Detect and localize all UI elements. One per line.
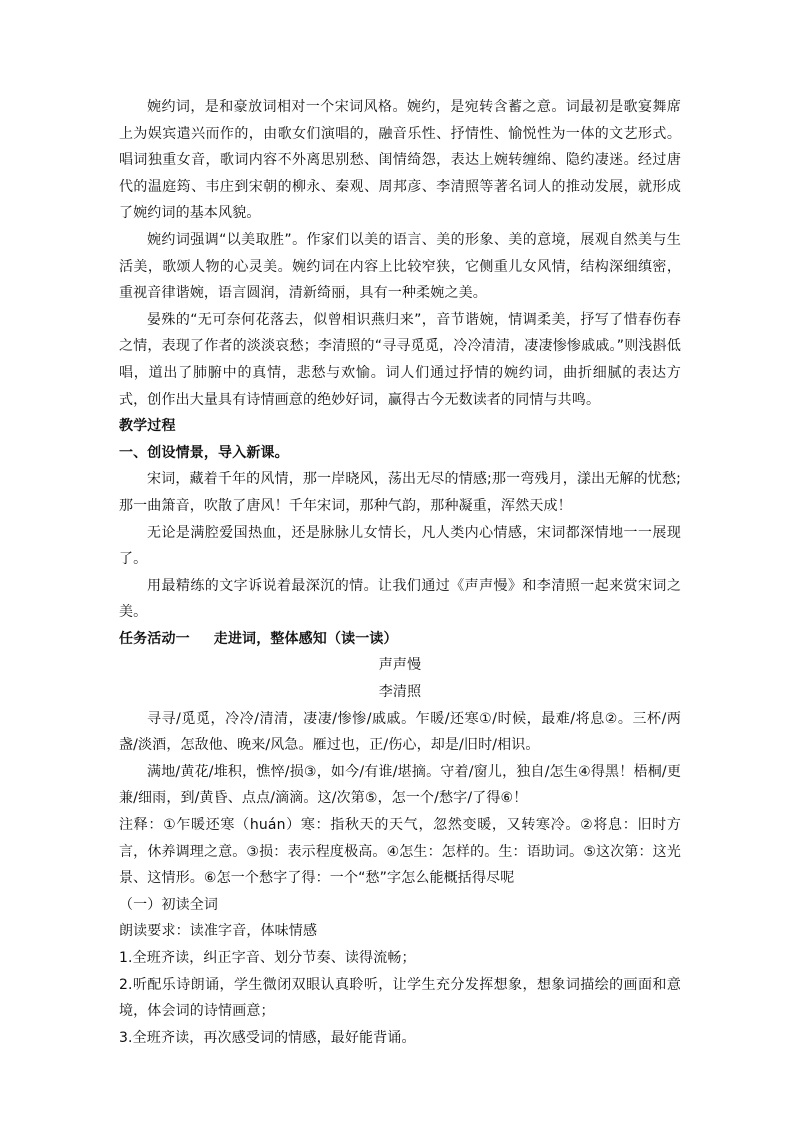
poem-stanza-2: 满地/黄花/堆积，憔悴/损③，如今/有谁/堪摘。守着/窗儿，独自/怎生④得黑！梧桐/更兼/细雨，到/黄昏、点点/滴滴。这/次第⑤，怎一个/愁字/了得⑥！: [119, 763, 681, 807]
poem-stanza-1: 寻寻/觅觅，冷冷/清清，凄凄/惨惨/戚戚。乍暖/还寒①/时候，最难/将息②。三杯/两盏/淡酒，怎敌他、晚来/风急。雁过也，正/伤心，却是/旧时/相识。: [119, 710, 681, 754]
section1-paragraph-3: 用最精练的文字诉说着最深沉的情。让我们通过《声声慢》和李清照一起来赏宋词之美。: [119, 577, 681, 621]
process-heading: 教学过程: [119, 418, 176, 435]
reading-item-1: 1.全班齐读，纠正字音、划分节奏、读得流畅；: [119, 950, 416, 966]
section1-heading: 一、创设情景，导入新课。: [119, 444, 289, 461]
poem-title: 声声慢: [378, 657, 422, 674]
task1-label: 任务活动一: [119, 630, 190, 647]
section1-paragraph-1: 宋词，藏着千年的风情，那一岸晓风，荡出无尽的情感;那一弯残月，漾出无解的忧愁;那一曲箫音，吹散了唐风！千年宋词，那种气韵，那种凝重，浑然天成！: [119, 471, 681, 514]
section1-paragraph-2: 无论是满腔爱国热血，还是脉脉儿女情长，凡人类内心情感，宋词都深情地一一展现了。: [119, 524, 681, 568]
reading-item-2: 2.听配乐诗朗诵，学生微闭双眼认真聆听，让学生充分发挥想象，想象词描绘的画面和意境，体会词的诗情画意；: [119, 976, 681, 1020]
reading-heading: （一）初读全词: [119, 896, 219, 913]
document-page: [119, 94, 681, 1051]
task1-title: 走进词，整体感知（读一读）: [213, 630, 398, 647]
poem-author: 李清照: [378, 684, 422, 701]
intro-paragraph-1: 婉约词，是和豪放词相对一个宋词风格。婉约，是宛转含蓄之意。词最初是歌宴舞席上为娱宾遣兴而作的，由歌女们演唱的，融音乐性、抒情性、愉悦性为一体的文艺形式。唱词独重女音，歌词内容不外离思别愁、闺情绮怨，表达上婉转缠绵、隐约凄迷。经过唐代的温庭筠、韦庄到宋朝的柳永、秦观、周邦彦、李清照等著名词人的推动发展，就形成了婉约词的基本风貌。: [119, 99, 681, 222]
intro-paragraph-3: 晏殊的“无可奈何花落去，似曾相识燕归来”，音节谐婉，情调柔美，抒写了惜春伤春之情，表现了作者的淡淡哀愁；李清照的“寻寻觅觅，冷冷清清，凄凄惨惨戚戚。”则浅斟低唱，道出了肺腑中的真情，悲愁与欢愉。词人们通过抒情的婉约词，曲折细腻的表达方式，创作出大量具有诗情画意的绝妙好词，赢得古今无数读者的同情与共鸣。: [119, 311, 681, 408]
reading-requirement: 朗读要求：读准字音，体味情感: [119, 923, 318, 940]
poem-notes: 注释：①乍暖还寒（huán）寒：指秋天的天气，忽然变暖，又转寒冷。②将息：旧时方言，休养调理之意。③损：表示程度极高。④怎生：怎样的。生：语助词。⑤这次第：这光景、这情形。⑥怎一个愁字了得：一个“愁”字怎么能概括得尽呢: [119, 817, 681, 887]
reading-item-3: 3.全班齐读，再次感受词的情感，最好能背诵。: [119, 1029, 416, 1046]
intro-paragraph-2: 婉约词强调“以美取胜”。作家们以美的语言、美的形象、美的意境，展观自然美与生活美，歌颂人物的心灵美。婉约词在内容上比较窄狭，它侧重儿女风情，结构深细缜密，重视音律谐婉，语言圆润，清新绮丽，具有一种柔婉之美。: [119, 231, 681, 302]
task1-heading: [119, 626, 681, 653]
